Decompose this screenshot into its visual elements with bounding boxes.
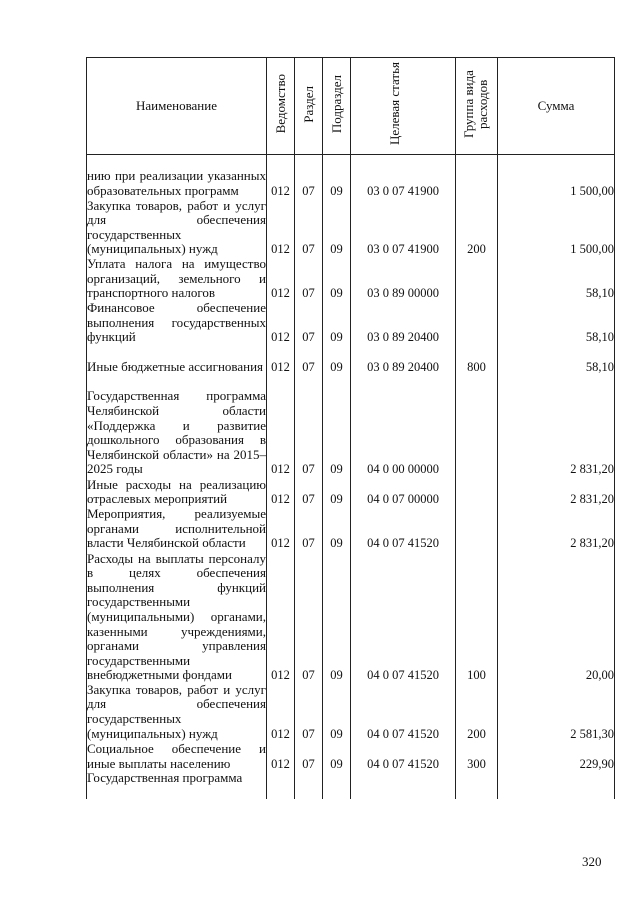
page-number: 320 <box>582 854 602 869</box>
row-ved: 012 <box>267 551 295 683</box>
row-grp <box>456 155 498 199</box>
row-sum: 1 500,00 <box>498 155 615 199</box>
row-razdel: 07 <box>295 683 323 741</box>
row-podrazdel: 09 <box>323 507 351 551</box>
row-razdel <box>295 771 323 799</box>
row-sum <box>498 771 615 799</box>
row-sum: 229,90 <box>498 741 615 771</box>
row-cs: 03 0 89 20400 <box>351 301 456 345</box>
row-sum: 58,10 <box>498 257 615 301</box>
table-row <box>87 551 615 683</box>
row-podrazdel: 09 <box>323 683 351 741</box>
table-row <box>87 199 615 257</box>
row-podrazdel: 09 <box>323 345 351 375</box>
header-ved: Ведомство <box>267 58 295 155</box>
row-ved: 012 <box>267 741 295 771</box>
row-cs: 03 0 07 41900 <box>351 199 456 257</box>
row-podrazdel: 09 <box>323 257 351 301</box>
table-header-row <box>87 58 615 155</box>
row-podrazdel: 09 <box>323 551 351 683</box>
row-razdel: 07 <box>295 199 323 257</box>
row-sum: 2 581,30 <box>498 683 615 741</box>
row-cs: 03 0 07 41900 <box>351 155 456 199</box>
row-razdel: 07 <box>295 551 323 683</box>
row-grp: 300 <box>456 741 498 771</box>
row-sum: 2 831,20 <box>498 507 615 551</box>
row-grp: 100 <box>456 551 498 683</box>
row-grp <box>456 771 498 799</box>
row-razdel: 07 <box>295 345 323 375</box>
row-cs: 04 0 07 00000 <box>351 477 456 507</box>
row-cs: 04 0 07 41520 <box>351 683 456 741</box>
row-podrazdel: 09 <box>323 375 351 477</box>
table-row <box>87 301 615 345</box>
row-cs: 04 0 07 41520 <box>351 507 456 551</box>
header-sum: Сумма <box>498 58 615 155</box>
row-sum: 58,10 <box>498 345 615 375</box>
header-razdel: Раздел <box>295 58 323 155</box>
table-row <box>87 771 615 799</box>
row-ved: 012 <box>267 375 295 477</box>
row-razdel: 07 <box>295 741 323 771</box>
table-row <box>87 257 615 301</box>
row-ved: 012 <box>267 155 295 199</box>
row-grp: 800 <box>456 345 498 375</box>
row-ved: 012 <box>267 257 295 301</box>
table-row <box>87 507 615 551</box>
table-row <box>87 477 615 507</box>
row-name: Закупка товаров, работ и услуг для обеспечения государственных (муниципальных) нужд <box>87 681 266 741</box>
row-razdel: 07 <box>295 155 323 199</box>
row-sum: 20,00 <box>498 551 615 683</box>
row-ved: 012 <box>267 301 295 345</box>
row-name: Финансовое обеспечение выполнения государственных функций <box>87 300 266 345</box>
row-grp: 200 <box>456 683 498 741</box>
row-ved: 012 <box>267 477 295 507</box>
row-name: Расходы на выплаты персоналу в целях обеспечения выполнения функций государственными (муниципальными) органами, казенными учреждениями, органами управления государственными внебюджетными фондами <box>87 550 266 683</box>
row-podrazdel: 09 <box>323 477 351 507</box>
row-podrazdel: 09 <box>323 301 351 345</box>
row-razdel: 07 <box>295 507 323 551</box>
row-name: Иные бюджетные ассигнования <box>87 345 267 375</box>
table-row <box>87 155 615 199</box>
row-grp <box>456 507 498 551</box>
row-name: Уплата налога на имущество организаций, земельного и транспортного налогов <box>87 256 266 301</box>
row-cs: 03 0 89 00000 <box>351 257 456 301</box>
row-sum: 2 831,20 <box>498 477 615 507</box>
row-name: Социальное обеспечение и иные выплаты населению <box>87 741 266 771</box>
row-grp: 200 <box>456 199 498 257</box>
row-cs: 03 0 89 20400 <box>351 345 456 375</box>
row-cs: 04 0 07 41520 <box>351 551 456 683</box>
row-podrazdel: 09 <box>323 741 351 771</box>
row-razdel: 07 <box>295 375 323 477</box>
header-podrazdel: Подраздел <box>323 58 351 155</box>
row-ved: 012 <box>267 345 295 375</box>
row-cs <box>351 771 456 799</box>
budget-table <box>86 57 614 846</box>
row-ved: 012 <box>267 683 295 741</box>
row-ved: 012 <box>267 507 295 551</box>
row-grp <box>456 375 498 477</box>
row-sum: 1 500,00 <box>498 199 615 257</box>
row-grp <box>456 301 498 345</box>
table-row <box>87 345 615 375</box>
row-razdel: 07 <box>295 477 323 507</box>
row-razdel: 07 <box>295 257 323 301</box>
row-podrazdel: 09 <box>323 155 351 199</box>
row-name: нию при реализации указанных образовательных программ <box>87 155 267 199</box>
row-ved <box>267 771 295 799</box>
row-podrazdel <box>323 771 351 799</box>
header-cs: Целевая статья <box>351 58 456 155</box>
row-name: Государственная программа <box>87 771 267 799</box>
header-name: Наименование <box>87 58 267 155</box>
row-cs: 04 0 07 41520 <box>351 741 456 771</box>
row-razdel: 07 <box>295 301 323 345</box>
row-sum: 2 831,20 <box>498 375 615 477</box>
header-grp: Группа вида расходов <box>456 58 498 155</box>
row-ved: 012 <box>267 199 295 257</box>
row-name: Государственная программа Челябинской области «Поддержка и развитие дошкольного образования в Челябинской области» на 2015–2025 годы <box>87 375 267 477</box>
table-row <box>87 683 615 741</box>
row-sum: 58,10 <box>498 301 615 345</box>
row-name: Мероприятия, реализуемые органами исполнительной власти Челябинской области <box>87 506 266 551</box>
row-grp <box>456 477 498 507</box>
row-grp <box>456 257 498 301</box>
row-name: Закупка товаров, работ и услуг для обеспечения государственных (муниципальных) нужд <box>87 197 266 257</box>
table-row <box>87 375 615 477</box>
row-name: Иные расходы на реализацию отраслевых мероприятий <box>87 476 266 507</box>
row-cs: 04 0 00 00000 <box>351 375 456 477</box>
row-podrazdel: 09 <box>323 199 351 257</box>
table-row <box>87 741 615 771</box>
